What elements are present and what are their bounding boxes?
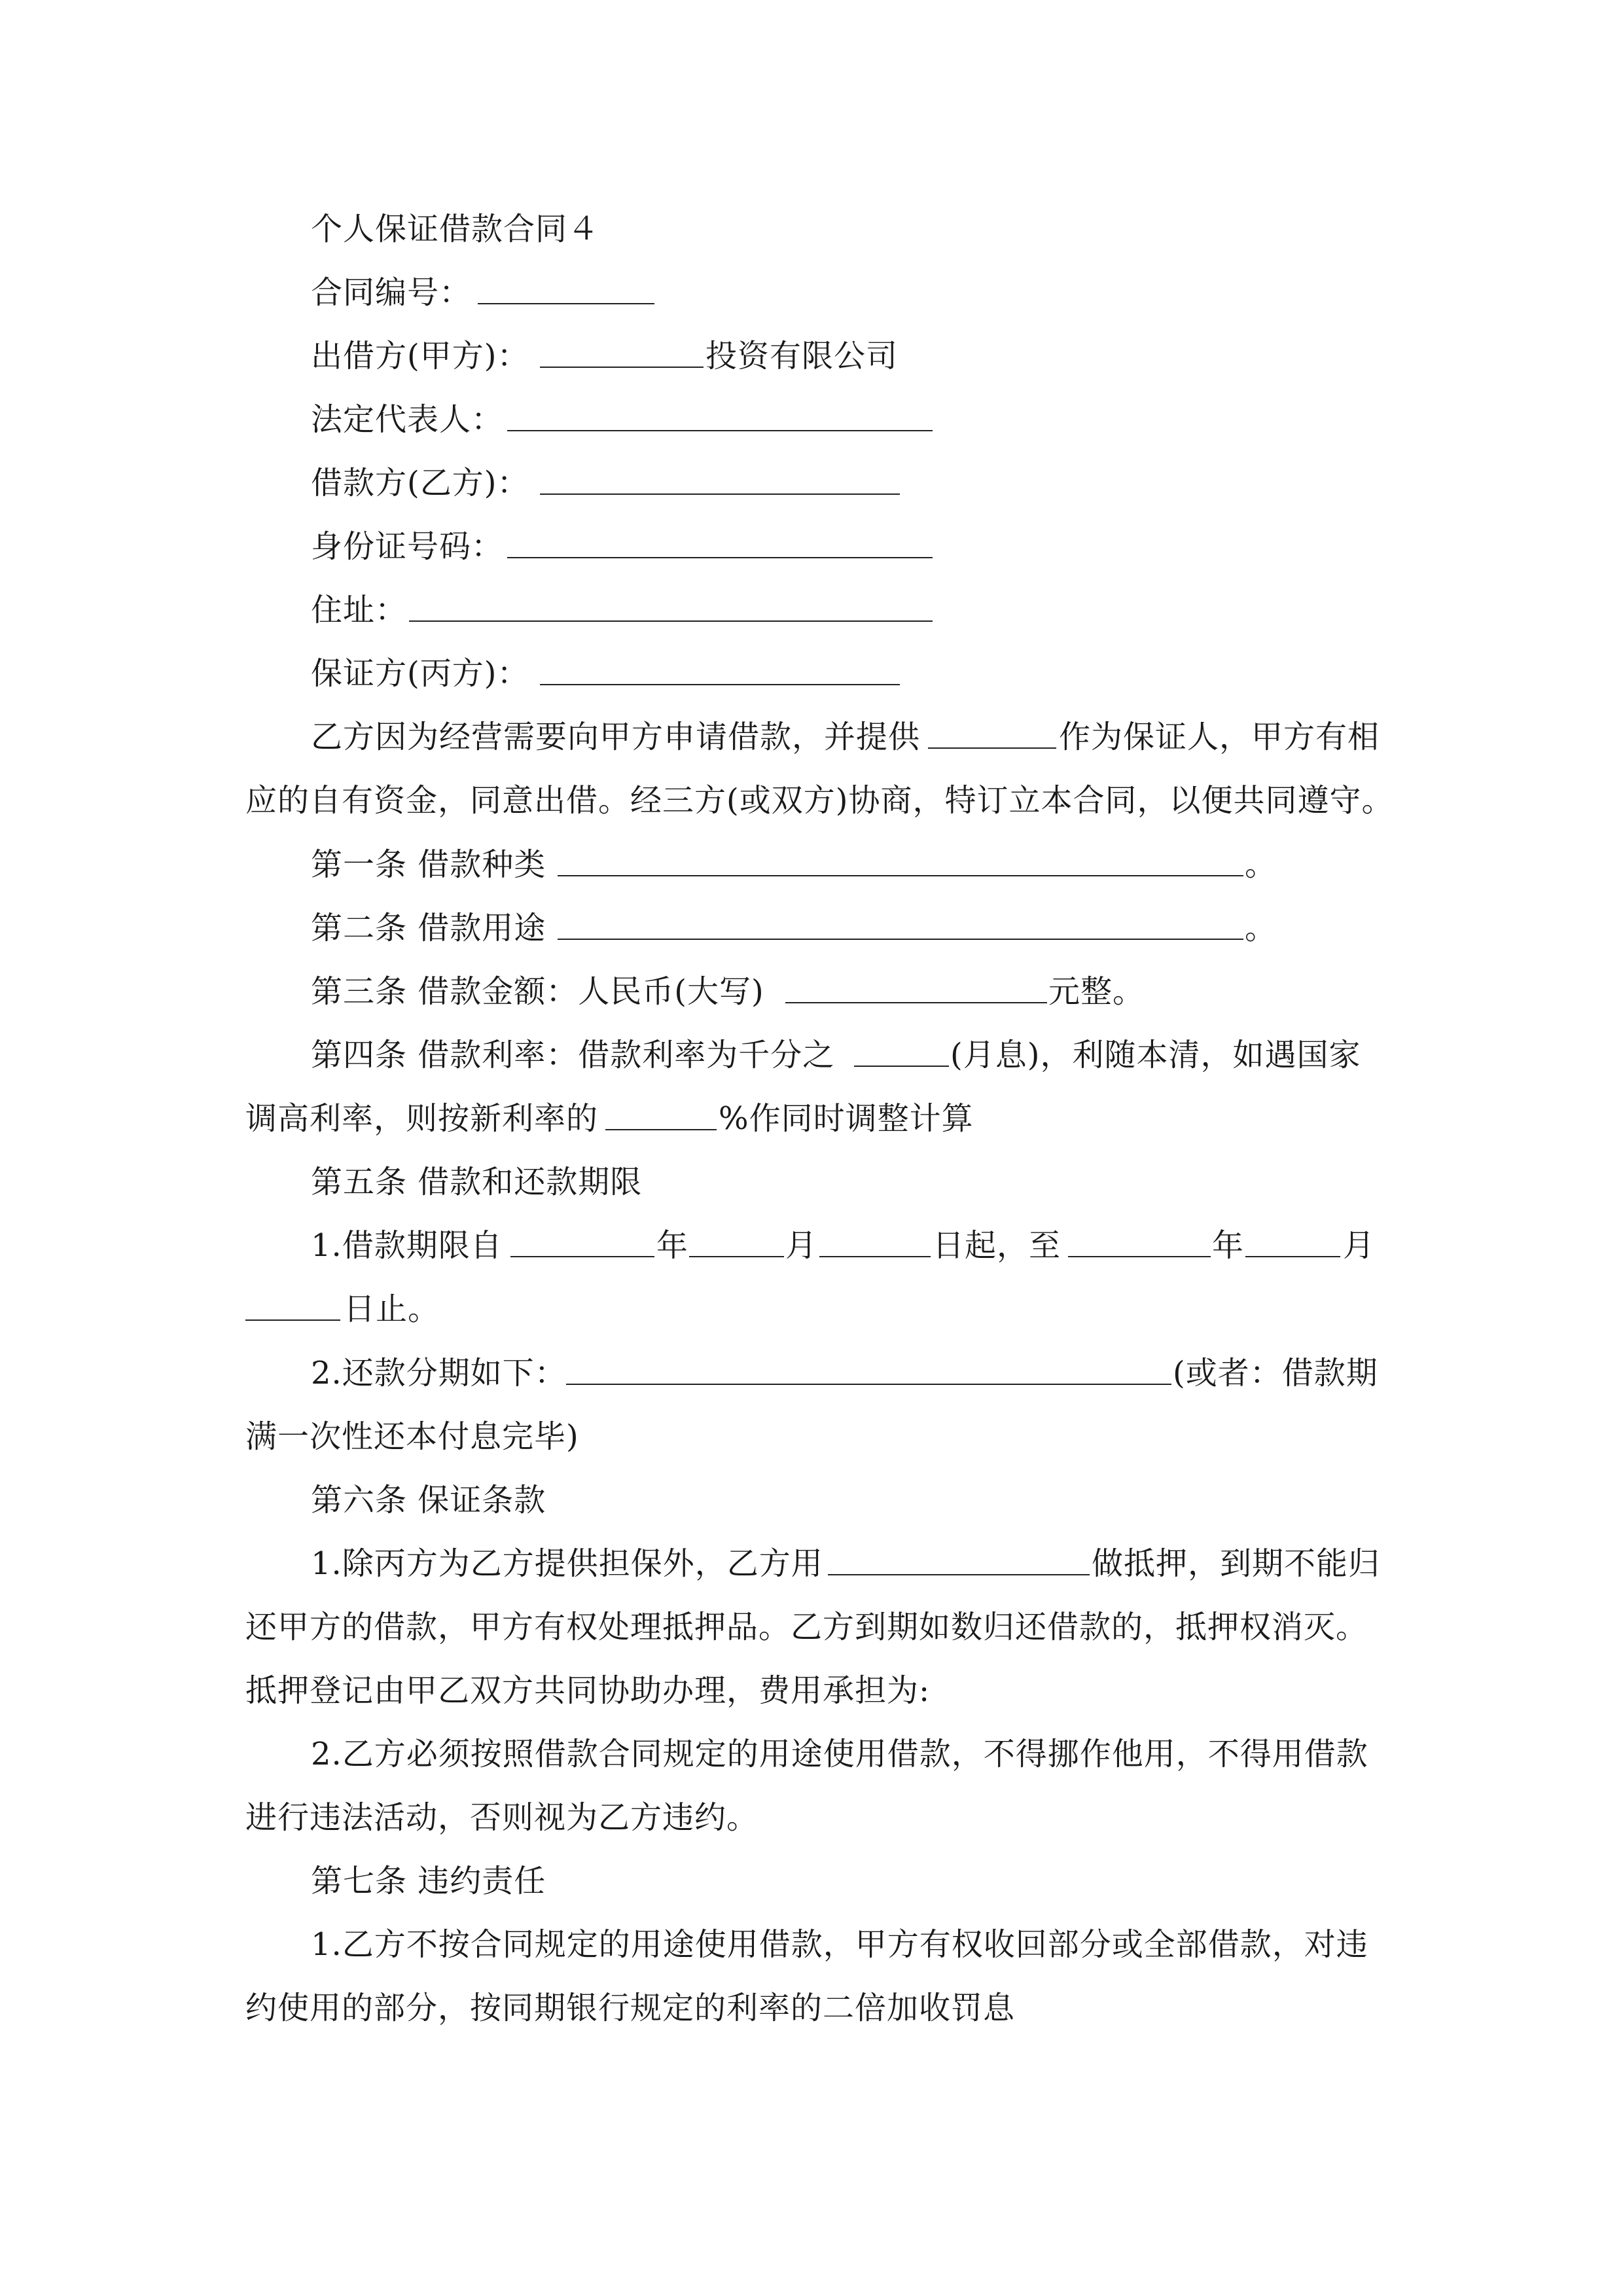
article-4-line-2: [0, 1092, 1623, 1145]
contract-no-blank[interactable]: [478, 266, 654, 304]
article-6-2-line-2: [0, 1791, 1623, 1844]
article-2-label: 第二条 借款用途: [311, 910, 546, 946]
start-day-blank[interactable]: [819, 1219, 931, 1257]
article-6-2-line-2-text: 进行违法活动，否则视为乙方违约。: [245, 1799, 759, 1836]
article-4-part-1: 第四条 借款利率：借款利率为千分之: [311, 1037, 835, 1073]
article-4-line-2-part-2: %作同时调整计算: [719, 1100, 974, 1137]
article-6-1-line-1: [0, 1537, 1623, 1590]
article-7-title: 第七条 违约责任: [311, 1863, 546, 1899]
article-5-title-line: [0, 1156, 1623, 1208]
start-month-blank[interactable]: [689, 1219, 784, 1257]
title-line: [0, 203, 1623, 255]
lender-blank[interactable]: [540, 330, 704, 368]
article-1-label: 第一条 借款种类: [311, 846, 546, 883]
legal-rep-blank[interactable]: [507, 393, 933, 431]
adjust-rate-blank[interactable]: [605, 1092, 717, 1130]
article-6-1-line-2: [0, 1601, 1623, 1653]
article-6-title: 第六条 保证条款: [311, 1482, 546, 1518]
borrower-label: 借款方(乙方)：: [311, 465, 529, 501]
address-label: 住址：: [311, 592, 408, 628]
interest-rate-blank[interactable]: [854, 1029, 949, 1067]
article-5-1-line-1: [0, 1219, 1623, 1272]
lender-suffix: 投资有限公司: [705, 338, 899, 374]
intro-line-1: [0, 711, 1623, 763]
article-5-1-month-2: 月: [1343, 1227, 1376, 1264]
guarantor-label: 保证方(丙方)：: [311, 655, 529, 692]
article-4-line-2-part-1: 调高利率，则按新利率的: [245, 1100, 599, 1137]
article-7-1-line-2: [0, 1982, 1623, 2034]
article-6-1-line-2-text: 还甲方的借款，甲方有权处理抵押品。乙方到期如数归还借款的，抵押权消灭。: [245, 1609, 1368, 1645]
collateral-blank[interactable]: [828, 1537, 1090, 1575]
article-6-2-line-1-text: 2.乙方必须按照借款合同规定的用途使用借款，不得挪作他用，不得用借款: [311, 1736, 1368, 1772]
legal-rep-label: 法定代表人：: [311, 401, 504, 438]
article-2-end: 。: [1245, 910, 1277, 946]
article-3-end: 元整。: [1048, 973, 1145, 1010]
borrower-blank[interactable]: [540, 457, 900, 495]
legal-rep-line: [0, 393, 1623, 446]
article-1-end: 。: [1245, 846, 1277, 883]
contract-no-line: [0, 266, 1623, 319]
article-5-2-line-1: [0, 1347, 1623, 1399]
end-day-blank[interactable]: [245, 1283, 340, 1321]
article-1-line: [0, 838, 1623, 891]
article-5-1-month: 月: [785, 1227, 818, 1264]
article-2-line: [0, 902, 1623, 954]
id-no-line: [0, 520, 1623, 573]
borrower-line: [0, 457, 1623, 509]
loan-purpose-blank[interactable]: [558, 902, 1243, 940]
article-5-1-year-2: 年: [1212, 1227, 1245, 1264]
lender-line: [0, 330, 1623, 382]
intro-line-2-text: 应的自有资金，同意出借。经三方(或双方)协商，特订立本合同，以便共同遵守。: [245, 782, 1394, 819]
id-no-label: 身份证号码：: [311, 528, 504, 565]
article-5-1-day-from: 日起，至: [933, 1227, 1061, 1264]
article-5-1-line-2-text: 日止。: [344, 1291, 440, 1327]
article-5-title: 第五条 借款和还款期限: [311, 1164, 643, 1200]
article-3-line: [0, 965, 1623, 1018]
installments-blank[interactable]: [566, 1347, 1171, 1385]
article-3-label: 第三条 借款金额：人民币(大写): [311, 973, 764, 1010]
contract-no-label: 合同编号：: [311, 274, 472, 311]
end-year-blank[interactable]: [1068, 1219, 1211, 1257]
article-5-2-line-2-text: 满一次性还本付息完毕): [245, 1418, 579, 1455]
article-7-1-line-1: [0, 1918, 1623, 1971]
address-line: [0, 584, 1623, 636]
article-5-1-year: 年: [656, 1227, 689, 1264]
loan-type-blank[interactable]: [558, 838, 1243, 876]
article-7-1-line-2-text: 约使用的部分，按同期银行规定的利率的二倍加收罚息: [245, 1990, 1016, 2026]
document-title: 个人保证借款合同４: [311, 211, 600, 247]
article-7-1-line-1-text: 1.乙方不按合同规定的用途使用借款，甲方有权收回部分或全部借款，对违: [311, 1926, 1368, 1963]
article-6-1-line-3-text: 抵押登记由甲乙双方共同协助办理，费用承担为:: [245, 1672, 931, 1709]
article-5-2-line-2: [0, 1410, 1623, 1463]
article-6-title-line: [0, 1474, 1623, 1526]
article-5-1-line-2: [0, 1283, 1623, 1335]
article-6-1-part-1: 1.除丙方为乙方提供担保外，乙方用: [311, 1545, 823, 1582]
loan-amount-blank[interactable]: [785, 965, 1047, 1003]
article-4-part-2: (月息)，利随本清，如遇国家: [950, 1037, 1361, 1073]
article-5-2-part-1: 2.还款分期如下：: [311, 1355, 567, 1391]
end-month-blank[interactable]: [1245, 1219, 1340, 1257]
address-blank[interactable]: [409, 584, 933, 622]
article-6-1-line-3: [0, 1664, 1623, 1717]
intro-part-2: 作为保证人，甲方有相: [1059, 719, 1380, 755]
intro-line-2: [0, 774, 1623, 827]
intro-part-1: 乙方因为经营需要向甲方申请借款，并提供: [311, 719, 921, 755]
article-4-line-1: [0, 1029, 1623, 1081]
guarantor-name-blank[interactable]: [928, 711, 1056, 749]
article-5-2-part-2: (或者：借款期: [1173, 1355, 1378, 1391]
article-7-title-line: [0, 1855, 1623, 1907]
guarantor-blank[interactable]: [540, 647, 900, 685]
article-6-2-line-1: [0, 1728, 1623, 1780]
start-year-blank[interactable]: [510, 1219, 654, 1257]
article-5-1-part-1: 1.借款期限自: [311, 1227, 503, 1264]
article-6-1-part-2: 做抵押，到期不能归: [1092, 1545, 1381, 1582]
lender-label: 出借方(甲方)：: [311, 338, 529, 374]
guarantor-line: [0, 647, 1623, 700]
id-no-blank[interactable]: [507, 520, 933, 558]
